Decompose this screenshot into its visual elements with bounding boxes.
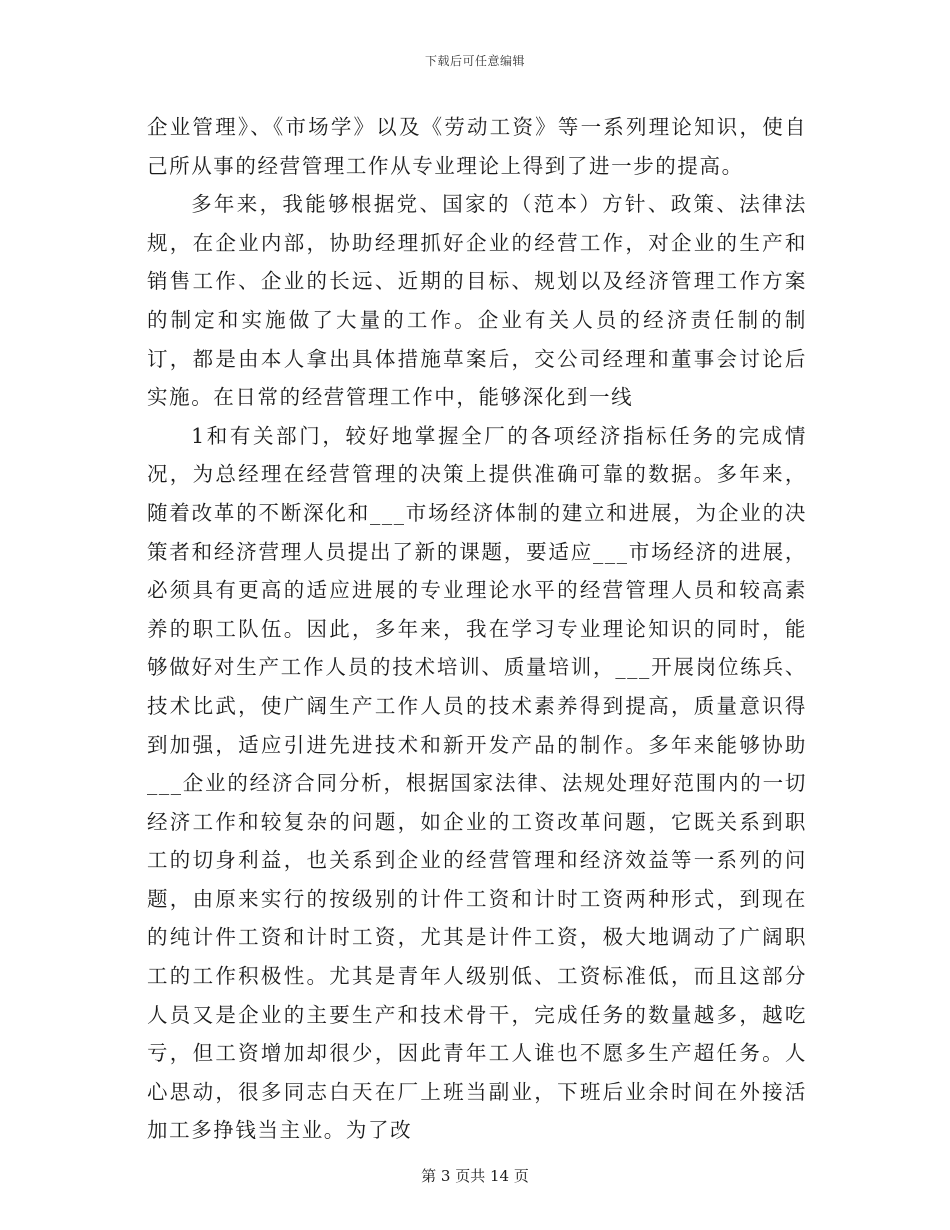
document-body <box>147 108 807 1150</box>
page-footer: 第 3 页共 14 页 <box>421 1167 529 1185</box>
paragraph-3: 1和有关部门，较好地掌握全厂的各项经济指标任务的完成情况，为总经理在经营管理的决策上提供准确可靠的数据。多年来，随着改革的不断深化和___市场经济体制的建立和进展，为企业的决策者和经济营理人员提出了新的课题，要适应___市场经济的进展，必须具有更高的适应进展的专业理论水平的经营管理人员和较高素养的职工队伍。因此，多年来，我在学习专业理论知识的同时，能够做好对生产工作人员的技术培训、质量培训，___开展岗位练兵、技术比武，使广阔生产工作人员的技术素养得到提高，质量意识得到加强，适应引进先进技术和新开发产品的制作。多年来能够协助___企业的经济合同分析，根据国家法律、法规处理好范围内的一切经济工作和较复杂的问题，如企业的工资改革问题，它既关系到职工的切身利益，也关系到企业的经营管理和经济效益等一系列的问题，由原来实行的按级别的计件工资和计时工资两种形式，到现在的纯计件工资和计时工资，尤其是计件工资，极大地调动了广阔职工的工作积极性。尤其是青年人级别低、工资标准低，而且这部分人员又是企业的主要生产和技术骨干，完成任务的数量越多，越吃亏，但工资增加却很少，因此青年工人谁也不愿多生产超任务。人心思动，很多同志白天在厂上班当副业，下班后业余时间在外接活加工多挣钱当主业。为了改 <box>147 423 807 1143</box>
page-header: 下载后可任意编辑 <box>424 54 525 68</box>
paragraph-2: 多年来，我能够根据党、国家的（范本）方针、政策、法律法规，在企业内部，协助经理抓好企业的经营工作，对企业的生产和销售工作、企业的长远、近期的目标、规划以及经济管理工作方案的制定和实施做了大量的工作。企业有关人员的经济责任制的制订，都是由本人拿出具体措施草案后，交公司经理和董事会讨论后实施。在日常的经营管理工作中，能够深化到一线 <box>147 192 807 410</box>
paragraph-1: 企业管理》、《市场学》以及《劳动工资》等一系列理论知识，使自己所从事的经营管理工作从专业理论上得到了进一步的提高。 <box>147 115 807 178</box>
